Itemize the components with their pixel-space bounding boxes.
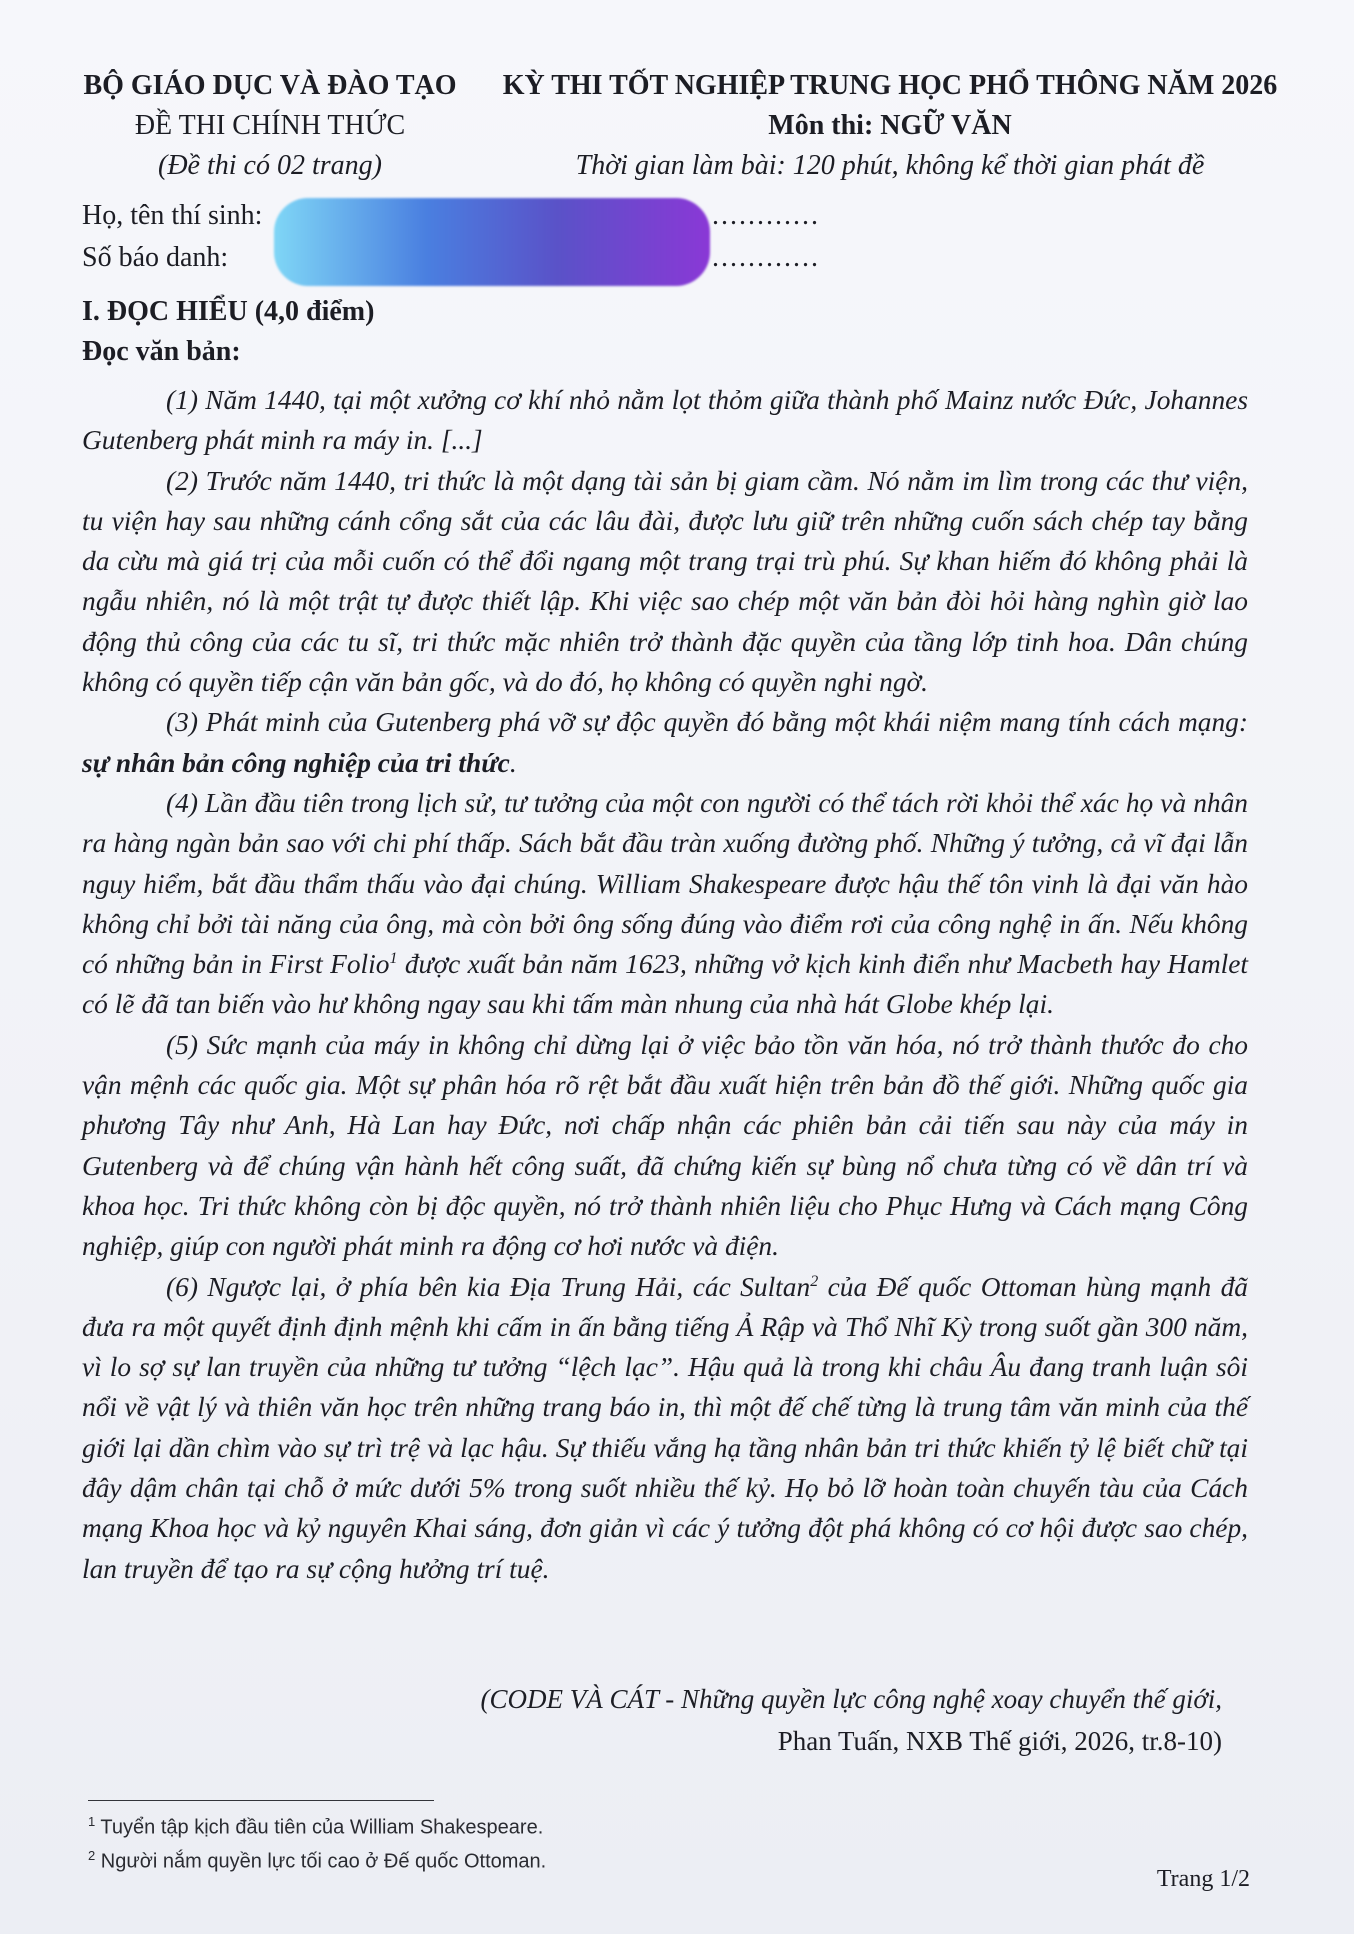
footnote-mark-2: 2 <box>88 1847 96 1863</box>
page-count-note: (Đề thi có 02 trang) <box>158 150 382 181</box>
exam-title: KỲ THI TỐT NGHIỆP TRUNG HỌC PHỔ THÔNG NĂM 2026 <box>502 70 1278 101</box>
redaction-blur <box>274 198 710 286</box>
footnote-ref-2: 2 <box>810 1272 819 1290</box>
ministry-name: BỘ GIÁO DỤC VÀ ĐÀO TẠO <box>83 70 457 101</box>
footnotes <box>88 1808 546 1875</box>
footnote-divider <box>88 1800 434 1801</box>
header-left <box>70 66 470 186</box>
p4-text-b: được xuất bản năm 1623, những vở kịch kinh điển như Macbeth hay Hamlet có lẽ đã tan biến vào hư không ngay sau khi tấm màn nhung của nhà hát Globe khép lại. <box>82 949 1248 1020</box>
read-label: Đọc văn bản: <box>82 336 241 367</box>
footnote-text-2: Người nắm quyền lực tối cao ở Đế quốc Ottoman. <box>95 1850 547 1873</box>
passage-paragraph-6 <box>82 1267 1248 1589</box>
official-exam-label: ĐỀ THI CHÍNH THỨC <box>134 110 406 141</box>
section-title: I. ĐỌC HIỂU (4,0 điểm) <box>82 296 375 327</box>
candidate-name-dots: ............ <box>712 200 820 231</box>
subject-label: Môn thi: NGỮ VĂN <box>768 110 1012 141</box>
candidate-name-label: Họ, tên thí sinh: <box>82 200 263 231</box>
p3-text-c: . <box>509 747 517 778</box>
candidate-id-label: Số báo danh: <box>82 242 229 273</box>
passage-paragraph-5: (5) Sức mạnh của máy in không chỉ dừng lại ở việc bảo tồn văn hóa, nó trở thành thước đo cho vận mệnh các quốc gia. Một sự phân hóa rõ rệt bắt đầu xuất hiện trên bản đồ thế giới. Những quốc gia phương Tây như Anh, Hà Lan hay Đức, nơi chấp nhận các phiên bản cải tiến sau này của máy in Gutenberg và để chúng vận hành hết công suất, đã chứng kiến sự bùng nổ chưa từng có về dân trí và khoa học. Tri thức không còn bị độc quyền, nó trở thành nhiên liệu cho Phục Hưng và Cách mạng Công nghiệp, giúp con người phát minh ra động cơ hơi nước và điện. <box>82 1029 1248 1262</box>
p3-emphasis: sự nhân bản công nghiệp của tri thức <box>82 747 510 778</box>
p6-text-a: (6) Ngược lại, ở phía bên kia Địa Trung Hải, các Sultan <box>166 1271 811 1302</box>
page-number: Trang 1/2 <box>1156 1866 1250 1892</box>
footnote-1 <box>88 1808 546 1842</box>
p6-text-b: của Đế quốc Ottoman hùng mạnh đã đưa ra một quyết định định mệnh khi cấm in ấn bằng tiếng Ả Rập và Thổ Nhĩ Kỳ trong suốt gần 300 năm, vì lo sợ sự lan truyền của những tư tưởng “lệch lạc”. Hậu quả là trong khi châu Âu đang tranh luận sôi nổi về vật lý và thiên văn học trên những trang báo in, thì một đế chế từng là trung tâm văn minh của thế giới lại dần chìm vào sự trì trệ và lạc hậu. Sự thiếu vắng hạ tầng nhân bản tri thức khiến tỷ lệ biết chữ tại đây dậm chân tại chỗ ở mức dưới 5% trong suốt nhiều thế kỷ. Họ bỏ lỡ hoàn toàn chuyến tàu của Cách mạng Khoa học và kỷ nguyên Khai sáng, đơn giản vì các ý tưởng đột phá không có cơ hội được sao chép, lan truyền để tạo ra sự cộng hưởng trí tuệ. <box>82 1271 1248 1584</box>
footnote-2 <box>88 1842 546 1876</box>
passage <box>82 380 1248 1589</box>
passage-paragraph-4 <box>82 783 1248 1025</box>
source-citation <box>322 1678 1222 1762</box>
source-line-2: Phan Tuấn, NXB Thế giới, 2026, tr.8-10) <box>777 1726 1222 1756</box>
time-note: Thời gian làm bài: 120 phút, không kể thời gian phát đề <box>575 150 1205 181</box>
candidate-id-dots: ............ <box>712 242 820 273</box>
passage-paragraph-1: (1) Năm 1440, tại một xưởng cơ khí nhỏ nằm lọt thỏm giữa thành phố Mainz nước Đức, Johannes Gutenberg phát minh ra máy in. [...] <box>82 385 1248 456</box>
source-line-1: (CODE VÀ CÁT - Những quyền lực công nghệ xoay chuyển thế giới, <box>480 1684 1222 1714</box>
footnote-ref-1: 1 <box>389 950 398 968</box>
footnote-text-1: Tuyển tập kịch đầu tiên của William Shakespeare. <box>95 1816 544 1839</box>
header-right <box>490 66 1290 186</box>
passage-paragraph-2: (2) Trước năm 1440, tri thức là một dạng tài sản bị giam cầm. Nó nằm im lìm trong các thư viện, tu viện hay sau những cánh cổng sắt của các lâu đài, được lưu giữ trên những cuốn sách chép tay bằng da cừu mà giá trị của mỗi cuốn có thể đổi ngang một trang trại trù phú. Sự khan hiếm đó không phải là ngẫu nhiên, nó là một trật tự được thiết lập. Khi việc sao chép một văn bản đòi hỏi hàng nghìn giờ lao động thủ công của các tu sĩ, tri thức mặc nhiên trở thành đặc quyền của tầng lớp tinh hoa. Dân chúng không có quyền tiếp cận văn bản gốc, và do đó, họ không có quyền nghi ngờ. <box>82 465 1248 698</box>
p3-text-a: (3) Phát minh của Gutenberg phá vỡ sự độc quyền đó bằng một khái niệm mang tính cách mạng: <box>166 707 1248 738</box>
footnote-mark-1: 1 <box>88 1814 96 1829</box>
passage-paragraph-3 <box>82 702 1248 783</box>
p4-text-a: (4) Lần đầu tiên trong lịch sử, tư tưởng của một con người có thể tách rời khỏi thể xác họ và nhân ra hàng ngàn bản sao với chi phí thấp. Sách bắt đầu tràn xuống đường phố. Những ý tưởng, cả vĩ đại lẫn nguy hiểm, bắt đầu thẩm thấu vào đại chúng. William Shakespeare được hậu thế tôn vinh là đại văn hào không chỉ bởi tài năng của ông, mà còn bởi ông sống đúng vào điểm rơi của công nghệ in ấn. Nếu không có những bản in First Folio <box>82 787 1248 980</box>
